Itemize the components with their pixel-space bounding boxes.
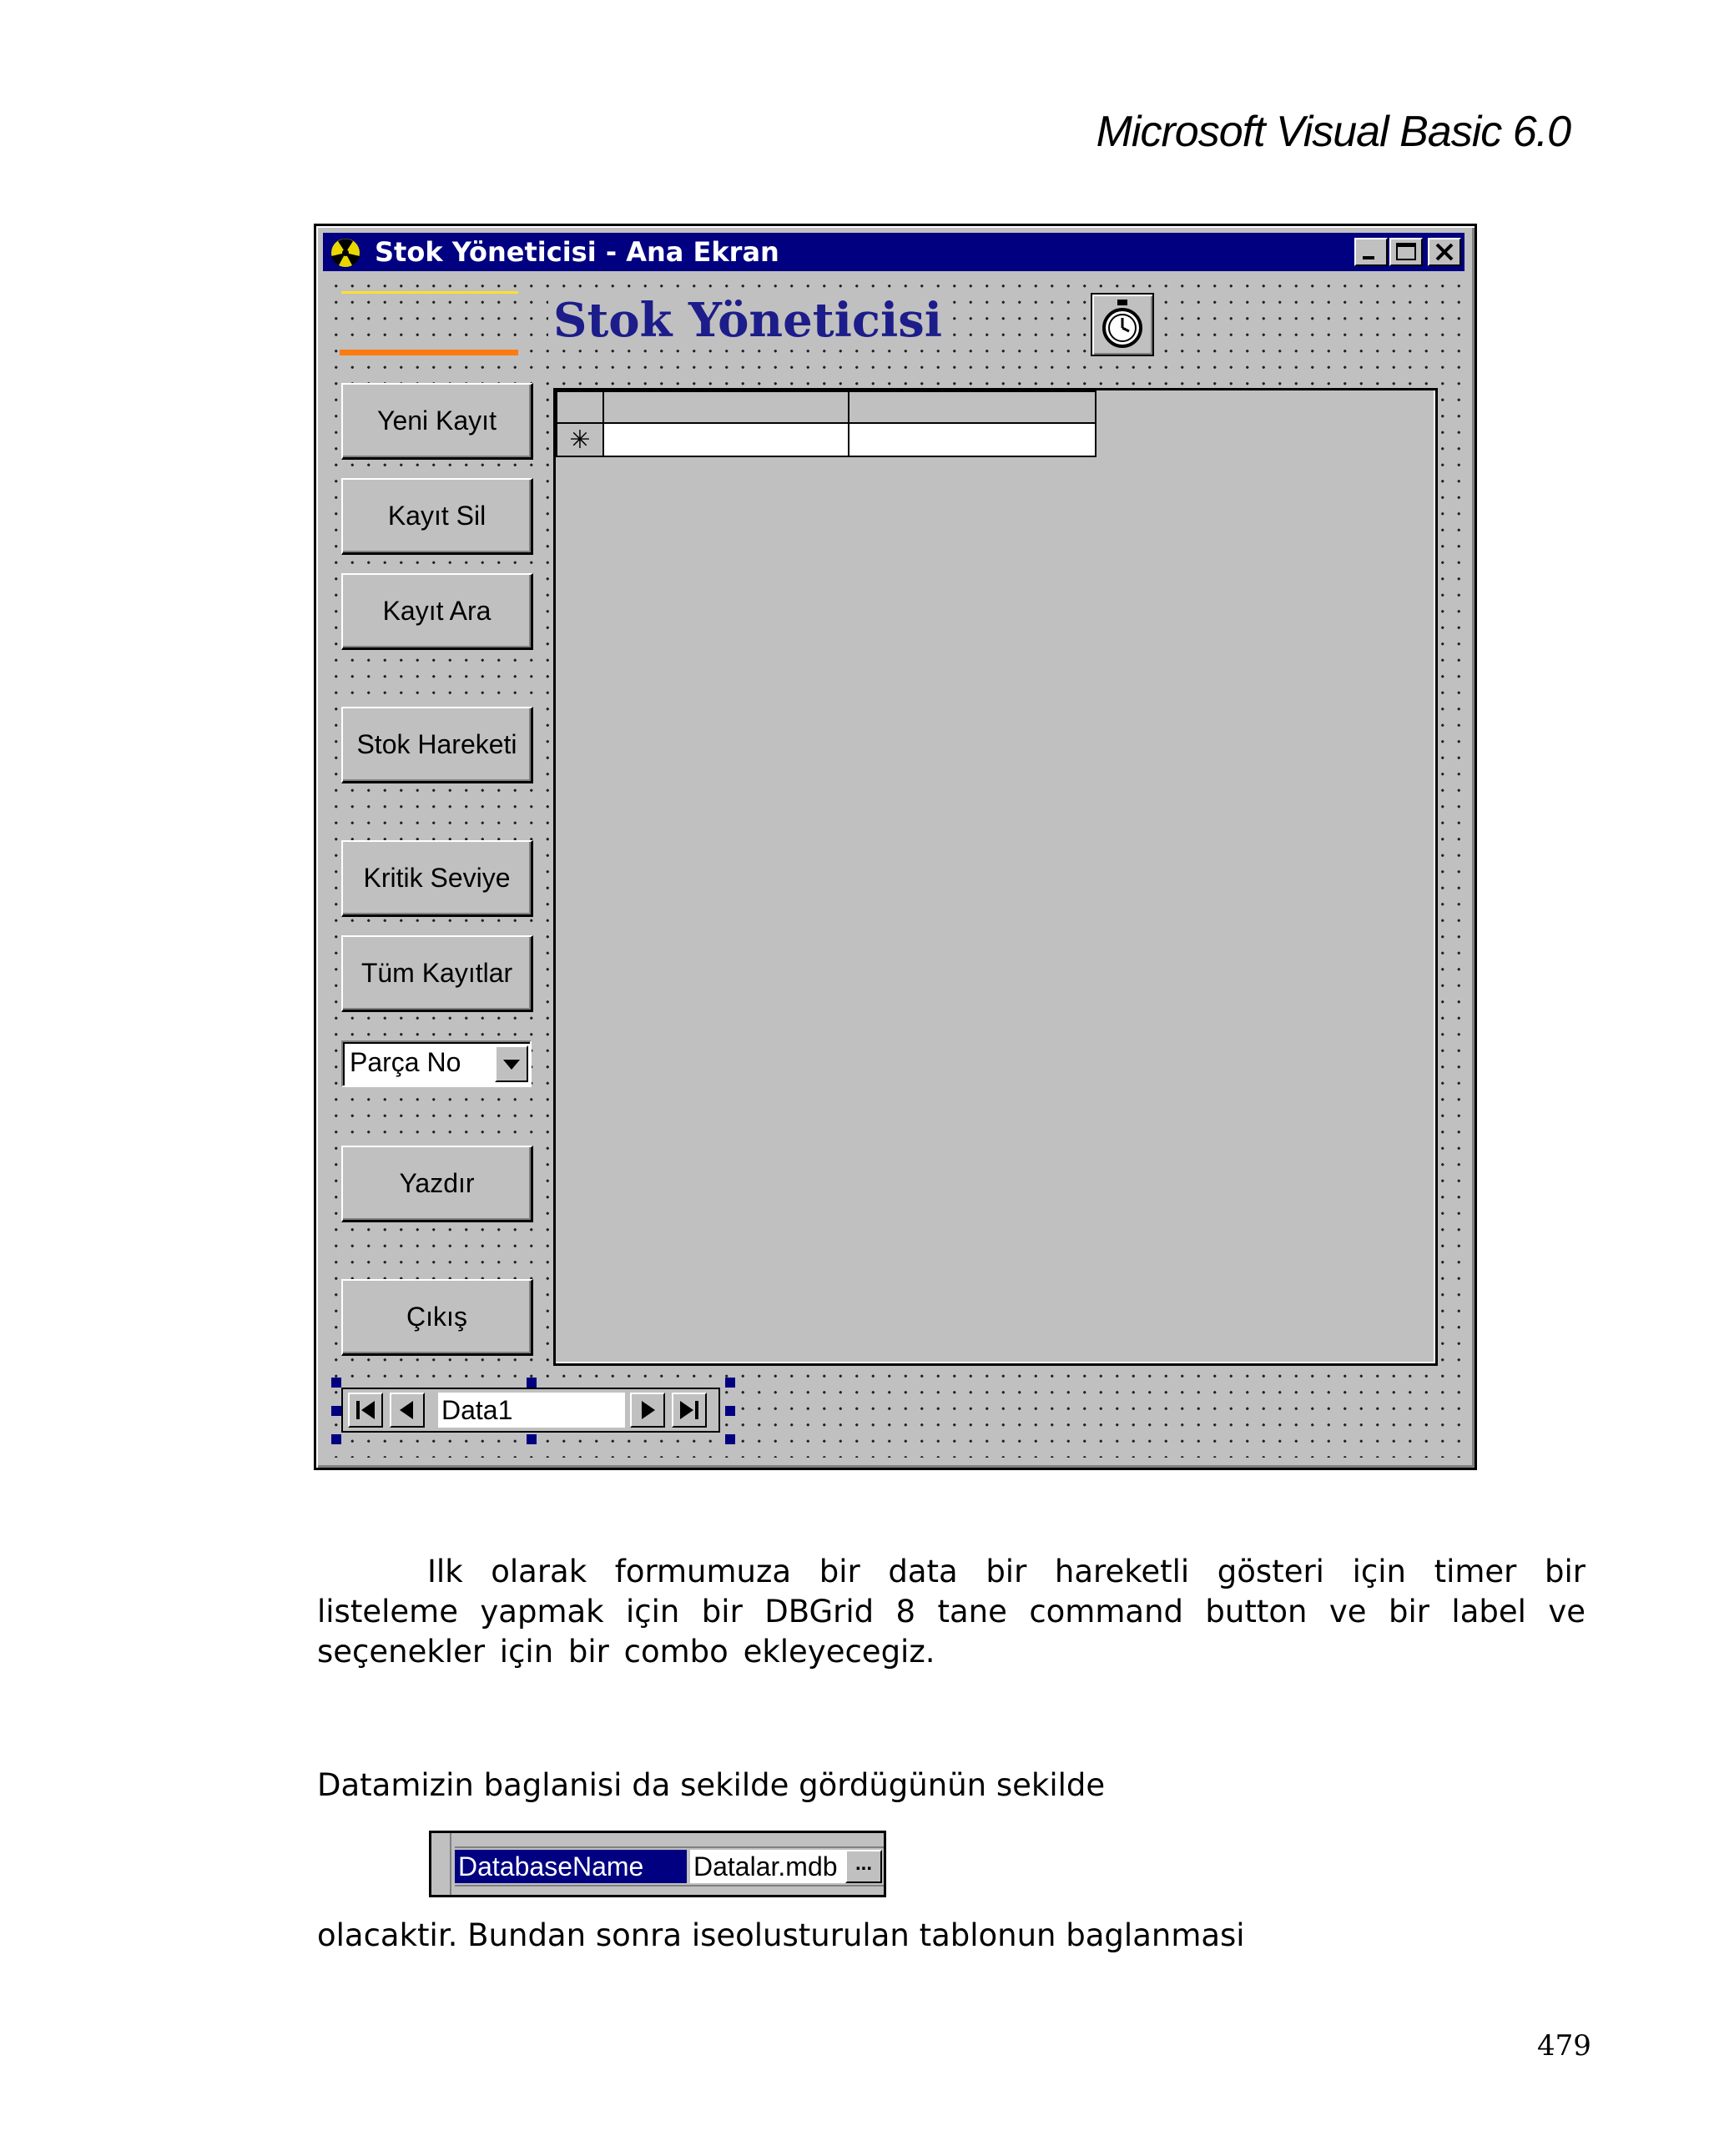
window-title-bar[interactable] [323,233,1464,271]
property-browse-button[interactable]: ... [845,1850,882,1883]
minimize-icon [1356,239,1386,264]
property-row-divider [455,1885,884,1886]
combo-value: Parça No [350,1047,461,1077]
property-grid-snippet [429,1831,886,1897]
close-icon [1429,239,1459,264]
book-header-title: Microsoft Visual Basic 6.0 [1096,108,1570,156]
body-line: olacaktir. Bundan sonra iseolusturulan tablonun baglanmasi [317,1917,1245,1953]
maximize-icon [1391,239,1421,264]
stok-hareketi-button[interactable]: Stok Hareketi [341,707,533,783]
minimize-button[interactable] [1354,238,1388,266]
selection-handle[interactable] [331,1406,341,1416]
stopwatch-icon [1092,295,1152,355]
selection-handle[interactable] [331,1378,341,1388]
close-button[interactable] [1428,238,1461,266]
yazdir-button[interactable]: Yazdır [341,1146,533,1222]
parca-no-combo[interactable] [341,1040,532,1087]
dbgrid-control[interactable] [553,388,1438,1366]
data-control[interactable] [341,1388,720,1433]
last-record-button[interactable] [672,1393,707,1428]
chevron-down-icon [497,1047,527,1081]
grid-table [556,390,1096,457]
selection-handle[interactable] [527,1378,537,1388]
data-control-caption: Data1 [438,1393,625,1428]
selection-handle[interactable] [527,1434,537,1444]
grid-column-header[interactable] [603,391,849,423]
vb-form-window [314,224,1477,1470]
kritik-seviye-button[interactable]: Kritik Seviye [341,840,533,917]
property-gutter [435,1833,451,1897]
grid-cell[interactable] [603,423,849,456]
form-design-area [323,273,1464,1458]
kayit-sil-button[interactable]: Kayıt Sil [341,478,533,555]
previous-record-button[interactable] [390,1393,425,1428]
cikis-button[interactable]: Çıkış [341,1279,533,1356]
last-record-icon [673,1394,705,1426]
body-paragraph: Ilk olarak formumuza bir data bir hareketli gösteri için timer bir listeleme yapmak için bir DBGrid 8 tane command button ve bir label ve seçenekler için bir combo ekleyecegiz. [317,1554,1585,1670]
next-record-button[interactable] [630,1393,665,1428]
grid-corner-cell [557,391,603,423]
window-title: Stok Yöneticisi - Ana Ekran [375,236,779,268]
grid-cell[interactable] [849,423,1096,456]
maximize-button[interactable] [1389,238,1423,266]
body-line: Datamizin baglanisi da sekilde gördügünün sekilde [317,1767,1106,1803]
selection-handle[interactable] [331,1434,341,1444]
property-value[interactable]: Datalar.mdb [690,1850,849,1883]
orange-line [340,350,518,355]
new-row-icon: ✳ [557,423,603,456]
kayit-ara-button[interactable]: Kayıt Ara [341,573,533,650]
grid-column-header[interactable] [849,391,1096,423]
property-row-divider [455,1846,884,1848]
first-record-icon [350,1394,381,1426]
yellow-line [341,291,518,294]
first-record-button[interactable] [348,1393,383,1428]
radiation-icon [326,236,365,270]
timer-control[interactable] [1091,293,1154,356]
tum-kayitlar-button[interactable]: Tüm Kayıtlar [341,935,533,1012]
property-name[interactable]: DatabaseName [455,1850,687,1883]
next-record-icon [632,1394,663,1426]
page-number: 479 [1537,2029,1591,2063]
app-title-label: Stok Yöneticisi [548,291,947,350]
yeni-kayit-button[interactable]: Yeni Kayıt [341,383,533,460]
selection-handle[interactable] [725,1434,735,1444]
selection-handle[interactable] [725,1406,735,1416]
selection-handle[interactable] [725,1378,735,1388]
combo-dropdown-button[interactable] [495,1045,528,1082]
previous-record-icon [391,1394,423,1426]
